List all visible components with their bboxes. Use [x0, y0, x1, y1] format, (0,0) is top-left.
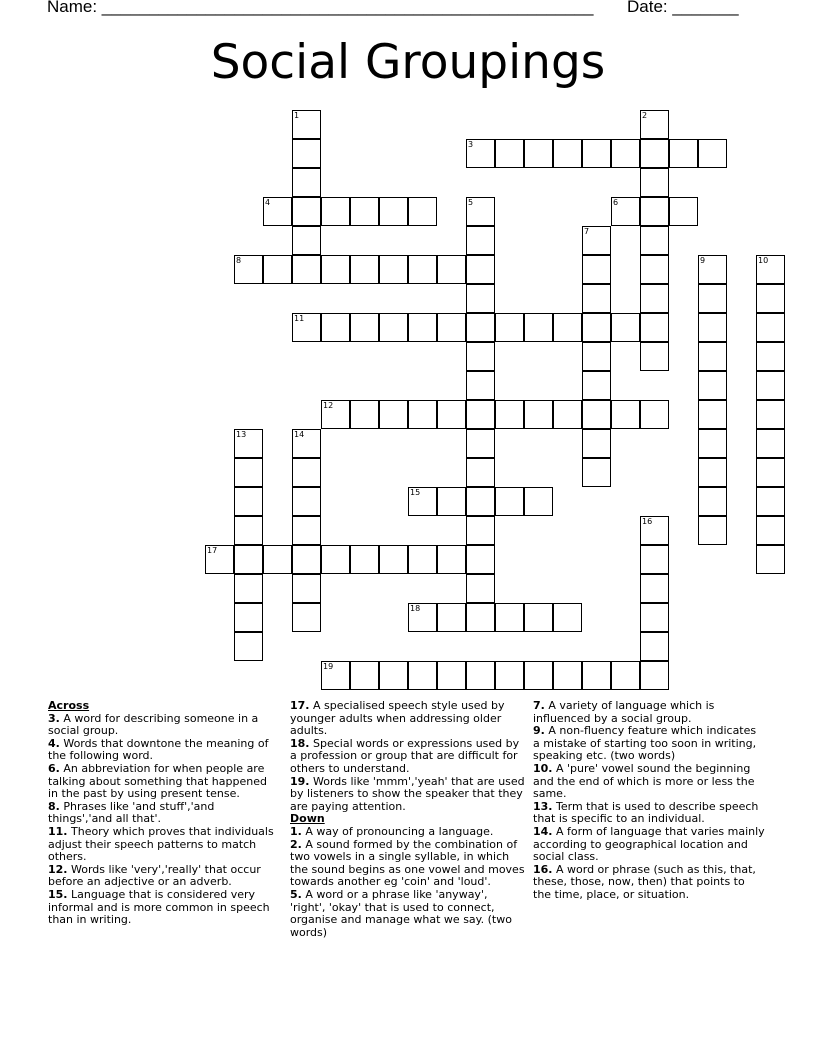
- grid-cell[interactable]: [582, 400, 611, 429]
- grid-cell[interactable]: [524, 313, 553, 342]
- clue-number: 7: [584, 227, 590, 236]
- clue-item-number: 12.: [48, 862, 68, 876]
- clue-number: 18: [410, 604, 421, 613]
- clue-item-text: A form of language that varies mainly according to geographical location and social class.: [533, 824, 765, 864]
- puzzle-title: Social Groupings: [210, 35, 606, 90]
- grid-cell[interactable]: [640, 632, 669, 661]
- grid-cell[interactable]: [466, 516, 495, 545]
- grid-cell[interactable]: [292, 574, 321, 603]
- grid-cell[interactable]: [437, 255, 466, 284]
- grid-cell[interactable]: [292, 197, 321, 226]
- grid-cell[interactable]: [756, 400, 785, 429]
- clue-item: [290, 776, 526, 814]
- grid-cell[interactable]: [350, 313, 379, 342]
- clue-number: 3: [468, 140, 474, 149]
- clue-item: [48, 826, 280, 864]
- grid-cell[interactable]: [669, 197, 698, 226]
- grid-cell[interactable]: [234, 429, 263, 458]
- grid-cell[interactable]: [698, 400, 727, 429]
- grid-cell[interactable]: [553, 139, 582, 168]
- grid-cell[interactable]: [379, 313, 408, 342]
- clue-number: 14: [294, 430, 305, 439]
- grid-cell[interactable]: [611, 400, 640, 429]
- grid-cell[interactable]: [292, 168, 321, 197]
- grid-cell[interactable]: [350, 545, 379, 574]
- grid-cell[interactable]: [495, 400, 524, 429]
- grid-cell[interactable]: [321, 255, 350, 284]
- grid-cell[interactable]: [437, 313, 466, 342]
- grid-cell[interactable]: [466, 487, 495, 516]
- grid-cell[interactable]: [379, 545, 408, 574]
- clue-item: [290, 889, 526, 939]
- clue-item-number: 10.: [533, 761, 553, 775]
- grid-cell[interactable]: [437, 487, 466, 516]
- clue-item-text: A word or a phrase like 'anyway', 'right', 'okay' that is used to connect, organise and manage what we say. (two words): [290, 887, 512, 939]
- grid-cell[interactable]: [640, 197, 669, 226]
- grid-cell[interactable]: [292, 255, 321, 284]
- clue-item: [48, 713, 280, 738]
- clue-item-text: A word or phrase (such as this, that, these, those, now, then) that points to the time, place, or situation.: [533, 862, 756, 901]
- clue-item-text: An abbreviation for when people are talking about something that happened in the past by using present tense.: [48, 761, 267, 801]
- grid-cell[interactable]: [524, 487, 553, 516]
- grid-cell[interactable]: [524, 603, 553, 632]
- grid-cell[interactable]: [669, 139, 698, 168]
- grid-cell[interactable]: [205, 545, 234, 574]
- clue-item-number: 18.: [290, 736, 310, 750]
- grid-cell[interactable]: [611, 661, 640, 690]
- grid-cell[interactable]: [350, 400, 379, 429]
- clue-number: 8: [236, 256, 242, 265]
- clue-item-number: 1.: [290, 824, 302, 838]
- grid-cell[interactable]: [640, 226, 669, 255]
- grid-cell[interactable]: [582, 429, 611, 458]
- clue-number: 17: [207, 546, 218, 555]
- grid-cell[interactable]: [582, 342, 611, 371]
- clue-item-text: Theory which proves that individuals adjust their speech patterns to match others.: [48, 824, 274, 864]
- grid-cell[interactable]: [234, 632, 263, 661]
- grid-cell[interactable]: [234, 574, 263, 603]
- clue-item-number: 9.: [533, 724, 545, 738]
- grid-cell[interactable]: [408, 661, 437, 690]
- grid-cell[interactable]: [640, 574, 669, 603]
- grid-cell[interactable]: [321, 400, 350, 429]
- clue-item-text: Language that is considered very informal and is more common in speech than in writing.: [48, 887, 270, 927]
- clue-number: 5: [468, 198, 474, 207]
- grid-cell[interactable]: [611, 139, 640, 168]
- clue-item-number: 4.: [48, 736, 60, 750]
- grid-cell[interactable]: [379, 255, 408, 284]
- clue-item-text: A variety of language which is influenced by a social group.: [533, 699, 715, 725]
- grid-cell[interactable]: [553, 400, 582, 429]
- grid-cell[interactable]: [234, 255, 263, 284]
- grid-cell[interactable]: [524, 661, 553, 690]
- grid-cell[interactable]: [611, 313, 640, 342]
- grid-cell[interactable]: [263, 545, 292, 574]
- grid-cell[interactable]: [524, 139, 553, 168]
- clue-item: [290, 738, 526, 776]
- clue-number: 13: [236, 430, 247, 439]
- grid-cell[interactable]: [495, 139, 524, 168]
- grid-cell[interactable]: [582, 255, 611, 284]
- grid-cell[interactable]: [640, 545, 669, 574]
- clue-number: 12: [323, 401, 334, 410]
- clue-number: 11: [294, 314, 305, 323]
- date-field-label[interactable]: Date: _______: [627, 0, 739, 16]
- clue-item-number: 3.: [48, 711, 60, 725]
- grid-cell[interactable]: [553, 661, 582, 690]
- grid-cell[interactable]: [466, 603, 495, 632]
- grid-cell[interactable]: [698, 255, 727, 284]
- grid-cell[interactable]: [756, 429, 785, 458]
- grid-cell[interactable]: [321, 197, 350, 226]
- clue-item: [533, 864, 765, 902]
- clue-item-number: 17.: [290, 699, 310, 712]
- clue-item-text: Words that downtone the meaning of the following word.: [48, 736, 269, 763]
- grid-cell[interactable]: [582, 139, 611, 168]
- grid-cell[interactable]: [640, 313, 669, 342]
- grid-cell[interactable]: [466, 342, 495, 371]
- grid-cell[interactable]: [466, 139, 495, 168]
- clue-item-number: 7.: [533, 699, 545, 712]
- grid-cell[interactable]: [263, 255, 292, 284]
- clue-item-text: A non-fluency feature which indicates a mistake of starting too soon in writing, speaking etc. (two words): [533, 724, 757, 763]
- clue-item-number: 19.: [290, 774, 310, 788]
- grid-cell[interactable]: [756, 255, 785, 284]
- clue-item: [290, 700, 526, 738]
- clue-item: [48, 763, 280, 801]
- clue-number: 9: [700, 256, 706, 265]
- clue-number: 10: [758, 256, 769, 265]
- clue-item-number: 11.: [48, 824, 68, 838]
- clue-item: [48, 889, 280, 927]
- clue-item: [290, 839, 526, 889]
- grid-cell[interactable]: [640, 516, 669, 545]
- grid-cell[interactable]: [292, 226, 321, 255]
- grid-cell[interactable]: [640, 400, 669, 429]
- clue-section-heading: Down: [290, 812, 325, 826]
- clue-item: [533, 801, 765, 826]
- grid-cell[interactable]: [292, 487, 321, 516]
- grid-cell[interactable]: [466, 197, 495, 226]
- grid-cell[interactable]: [466, 458, 495, 487]
- grid-cell[interactable]: [466, 574, 495, 603]
- grid-cell[interactable]: [437, 603, 466, 632]
- grid-cell[interactable]: [582, 458, 611, 487]
- clue-item-number: 16.: [533, 862, 553, 876]
- grid-cell[interactable]: [437, 545, 466, 574]
- grid-cell[interactable]: [466, 661, 495, 690]
- clue-number: 15: [410, 488, 421, 497]
- grid-cell[interactable]: [379, 400, 408, 429]
- grid-cell[interactable]: [756, 487, 785, 516]
- clue-item-text: A way of pronouncing a language.: [301, 824, 494, 838]
- grid-cell[interactable]: [640, 139, 669, 168]
- grid-cell[interactable]: [756, 313, 785, 342]
- grid-cell[interactable]: [408, 545, 437, 574]
- grid-cell[interactable]: [466, 545, 495, 574]
- clue-item: [533, 826, 765, 864]
- grid-cell[interactable]: [553, 313, 582, 342]
- grid-cell[interactable]: [234, 487, 263, 516]
- grid-cell[interactable]: [234, 603, 263, 632]
- grid-cell[interactable]: [466, 284, 495, 313]
- grid-cell[interactable]: [408, 603, 437, 632]
- clue-section-heading: Across: [48, 699, 90, 712]
- grid-cell[interactable]: [292, 429, 321, 458]
- grid-cell[interactable]: [582, 226, 611, 255]
- grid-cell[interactable]: [350, 255, 379, 284]
- grid-cell[interactable]: [756, 545, 785, 574]
- grid-cell[interactable]: [495, 313, 524, 342]
- grid-cell[interactable]: [466, 255, 495, 284]
- grid-cell[interactable]: [321, 661, 350, 690]
- clue-item-text: A specialised speech style used by younger adults when addressing older adults.: [290, 699, 505, 738]
- clue-item-text: A sound formed by the combination of two vowels in a single syllable, in which the sound begins as one vowel and moves towards another eg 'coin' and 'loud'.: [290, 837, 525, 889]
- grid-cell[interactable]: [466, 226, 495, 255]
- clue-item-text: A 'pure' vowel sound the beginning and the end of which is more or less the same.: [533, 761, 755, 801]
- clue-item-text: Term that is used to describe speech that is specific to an individual.: [533, 799, 759, 826]
- grid-cell[interactable]: [408, 487, 437, 516]
- grid-cell[interactable]: [466, 429, 495, 458]
- clue-column-3: [533, 700, 765, 902]
- clue-item-number: 13.: [533, 799, 553, 813]
- clue-item-text: A word for describing someone in a social group.: [48, 711, 259, 738]
- clue-item-number: 6.: [48, 761, 60, 775]
- grid-cell[interactable]: [292, 516, 321, 545]
- clue-item: [533, 763, 765, 801]
- clue-item-number: 15.: [48, 887, 68, 901]
- grid-cell[interactable]: [408, 313, 437, 342]
- grid-cell[interactable]: [698, 284, 727, 313]
- grid-cell[interactable]: [234, 458, 263, 487]
- grid-cell[interactable]: [379, 661, 408, 690]
- grid-cell[interactable]: [582, 284, 611, 313]
- clue-item-number: 14.: [533, 824, 553, 838]
- grid-cell[interactable]: [408, 255, 437, 284]
- grid-cell[interactable]: [292, 545, 321, 574]
- clue-item-number: 8.: [48, 799, 60, 813]
- grid-cell[interactable]: [495, 661, 524, 690]
- grid-cell[interactable]: [640, 255, 669, 284]
- grid-cell[interactable]: [466, 371, 495, 400]
- grid-cell[interactable]: [292, 458, 321, 487]
- clue-item-number: 2.: [290, 837, 302, 851]
- grid-cell[interactable]: [698, 371, 727, 400]
- grid-cell[interactable]: [582, 661, 611, 690]
- clue-number: 19: [323, 662, 334, 671]
- grid-cell[interactable]: [292, 139, 321, 168]
- clue-item: [533, 725, 765, 763]
- grid-cell[interactable]: [495, 603, 524, 632]
- grid-cell[interactable]: [756, 516, 785, 545]
- clue-item: [48, 801, 280, 826]
- grid-cell[interactable]: [524, 400, 553, 429]
- grid-cell[interactable]: [640, 342, 669, 371]
- clue-item-text: Phrases like 'and stuff','and things','and all that'.: [48, 799, 215, 826]
- grid-cell[interactable]: [582, 313, 611, 342]
- grid-cell[interactable]: [408, 400, 437, 429]
- grid-cell[interactable]: [466, 400, 495, 429]
- grid-cell[interactable]: [698, 516, 727, 545]
- clue-item: [48, 738, 280, 763]
- grid-cell[interactable]: [495, 487, 524, 516]
- grid-cell[interactable]: [553, 603, 582, 632]
- grid-cell[interactable]: [350, 197, 379, 226]
- grid-cell[interactable]: [640, 661, 669, 690]
- clue-item-text: Words like 'mmm','yeah' that are used by listeners to show the speaker that they are paying attention.: [290, 774, 525, 813]
- clue-column-1: [48, 700, 280, 927]
- grid-cell[interactable]: [698, 139, 727, 168]
- clue-number: 2: [642, 111, 648, 120]
- grid-cell[interactable]: [582, 371, 611, 400]
- grid-cell[interactable]: [292, 313, 321, 342]
- clue-item-text: Words like 'very','really' that occur before an adjective or an adverb.: [48, 862, 261, 889]
- clue-column-2: [290, 700, 526, 939]
- grid-cell[interactable]: [640, 110, 669, 139]
- grid-cell[interactable]: [379, 197, 408, 226]
- grid-cell[interactable]: [698, 429, 727, 458]
- grid-cell[interactable]: [640, 603, 669, 632]
- grid-cell[interactable]: [698, 458, 727, 487]
- grid-cell[interactable]: [756, 342, 785, 371]
- grid-cell[interactable]: [321, 545, 350, 574]
- grid-cell[interactable]: [263, 197, 292, 226]
- grid-cell[interactable]: [756, 284, 785, 313]
- grid-cell[interactable]: [234, 545, 263, 574]
- grid-cell[interactable]: [292, 603, 321, 632]
- clue-number: 1: [294, 111, 300, 120]
- grid-cell[interactable]: [640, 284, 669, 313]
- grid-cell[interactable]: [321, 313, 350, 342]
- grid-cell[interactable]: [437, 400, 466, 429]
- grid-cell[interactable]: [698, 342, 727, 371]
- grid-cell[interactable]: [698, 487, 727, 516]
- clue-number: 4: [265, 198, 271, 207]
- grid-cell[interactable]: [234, 516, 263, 545]
- grid-cell[interactable]: [437, 661, 466, 690]
- grid-cell[interactable]: [640, 168, 669, 197]
- clue-number: 6: [613, 198, 619, 207]
- clue-item-text: Special words or expressions used by a profession or group that are difficult for others to understand.: [290, 736, 520, 775]
- grid-cell[interactable]: [408, 197, 437, 226]
- clue-item-number: 5.: [290, 887, 302, 901]
- grid-cell[interactable]: [292, 110, 321, 139]
- clue-item: [48, 864, 280, 889]
- grid-cell[interactable]: [350, 661, 379, 690]
- grid-cell[interactable]: [698, 313, 727, 342]
- grid-cell[interactable]: [756, 371, 785, 400]
- grid-cell[interactable]: [466, 313, 495, 342]
- grid-cell[interactable]: [611, 197, 640, 226]
- grid-cell[interactable]: [756, 458, 785, 487]
- clue-number: 16: [642, 517, 653, 526]
- name-field-label[interactable]: Name: ____________________________________________________: [47, 0, 594, 16]
- clue-item: [533, 700, 765, 725]
